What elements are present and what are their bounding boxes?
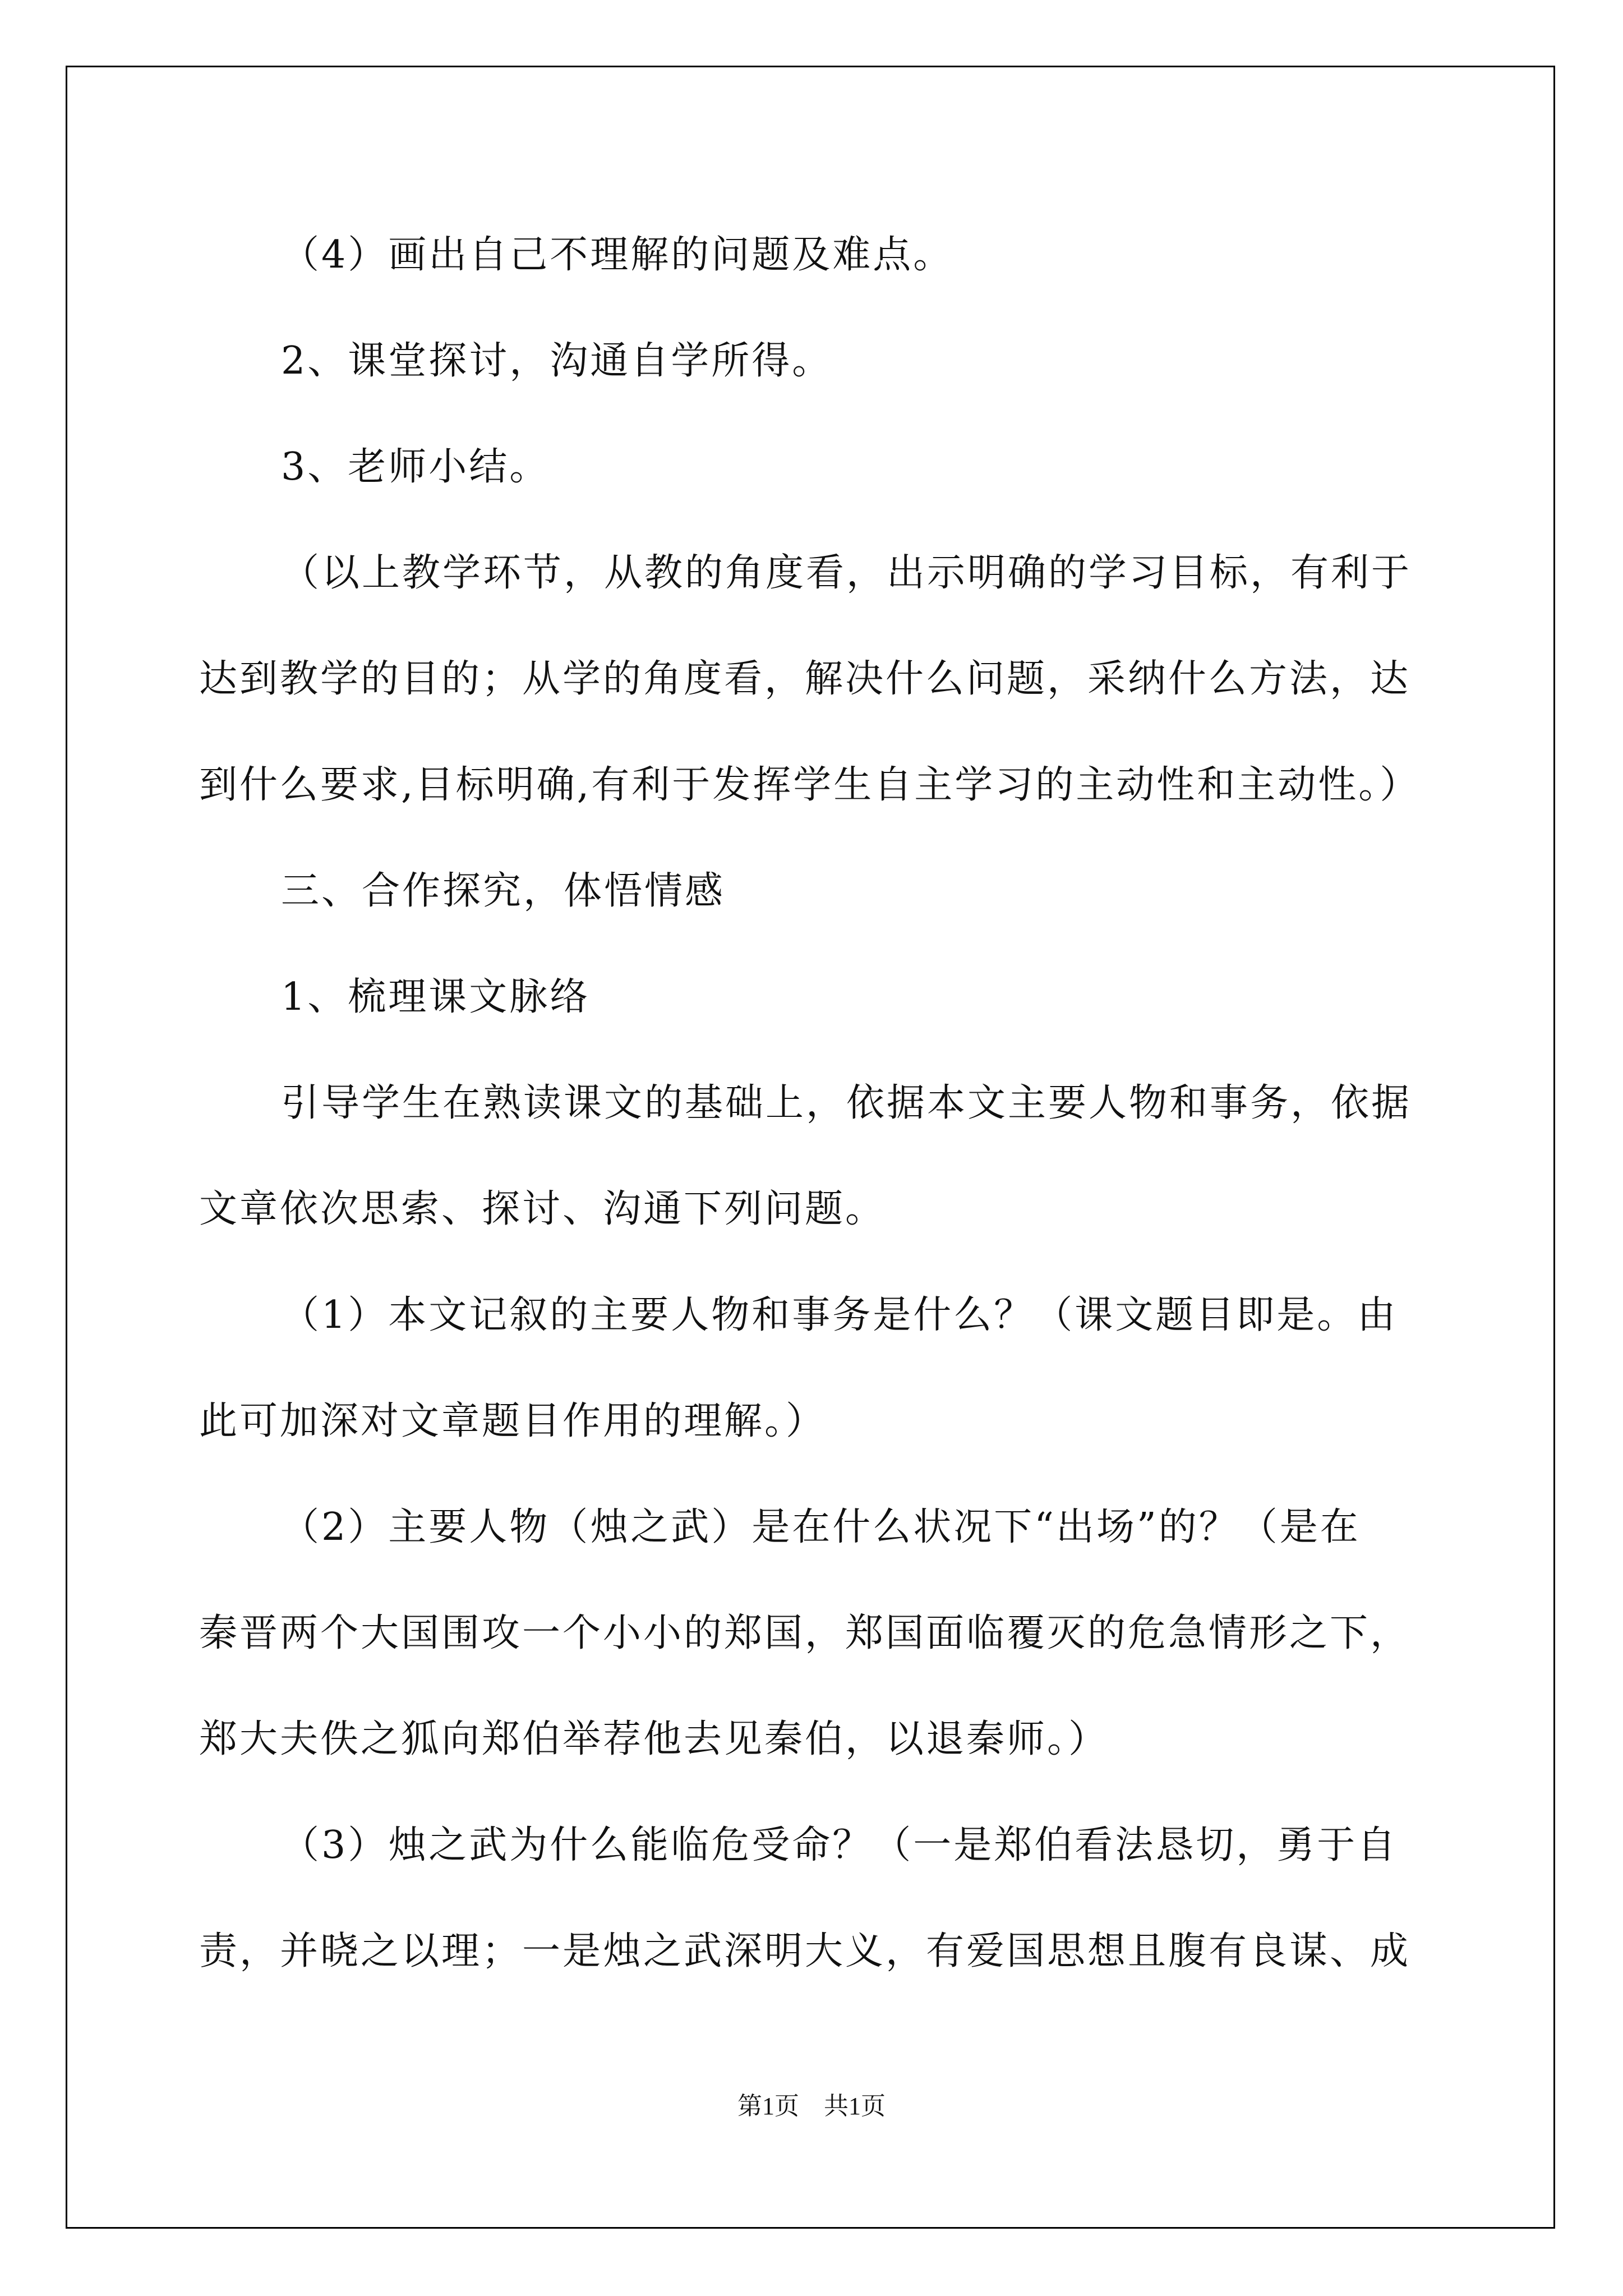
- paragraph-line: （4）画出自己不理解的问题及难点。: [281, 233, 954, 277]
- paragraph-line: （以上教学环节，从教的角度看，出示明确的学习目标，有利于: [281, 551, 1412, 595]
- section-heading: 三、合作探究，体悟情感: [281, 869, 726, 913]
- paragraph-line: 此可加深对文章题目作用的理解。）: [199, 1399, 827, 1443]
- paragraph-line: 达到教学的目的；从学的角度看，解决什么问题，采纳什么方法，达: [199, 657, 1411, 701]
- paragraph-line: 3、老师小结。: [281, 445, 550, 489]
- subsection-heading: 1、梳理课文脉络: [281, 975, 591, 1019]
- paragraph-line: 郑大夫佚之狐向郑伯举荐他去见秦伯，以退秦师。）: [199, 1717, 1109, 1761]
- page-footer: 第1页 共1页: [737, 2092, 886, 2120]
- paragraph-line: 到什么要求,目标明确,有利于发挥学生自主学习的主动性和主动性。）: [199, 763, 1421, 807]
- paragraph-line: 引导学生在熟读课文的基础上，依据本文主要人物和事务，依据: [281, 1081, 1412, 1125]
- paragraph-line: （1）本文记叙的主要人物和事务是什么？（课文题目即是。由: [281, 1293, 1398, 1337]
- paragraph-line: （2）主要人物（烛之武）是在什么状况下“出场”的？（是在: [281, 1505, 1361, 1549]
- paragraph-line: 2、课堂探讨，沟通自学所得。: [281, 339, 833, 383]
- paragraph-line: 责，并晓之以理；一是烛之武深明大义，有爱国思想且腹有良谋、成: [199, 1929, 1411, 1973]
- paragraph-line: 文章依次思索、探讨、沟通下列问题。: [199, 1187, 886, 1231]
- paragraph-line: （3）烛之武为什么能临危受命？（一是郑伯看法恳切，勇于自: [281, 1823, 1398, 1867]
- document-body: [199, 202, 1422, 2004]
- paragraph-line: 秦晋两个大国围攻一个小小的郑国，郑国面临覆灭的危急情形之下，: [199, 1611, 1411, 1655]
